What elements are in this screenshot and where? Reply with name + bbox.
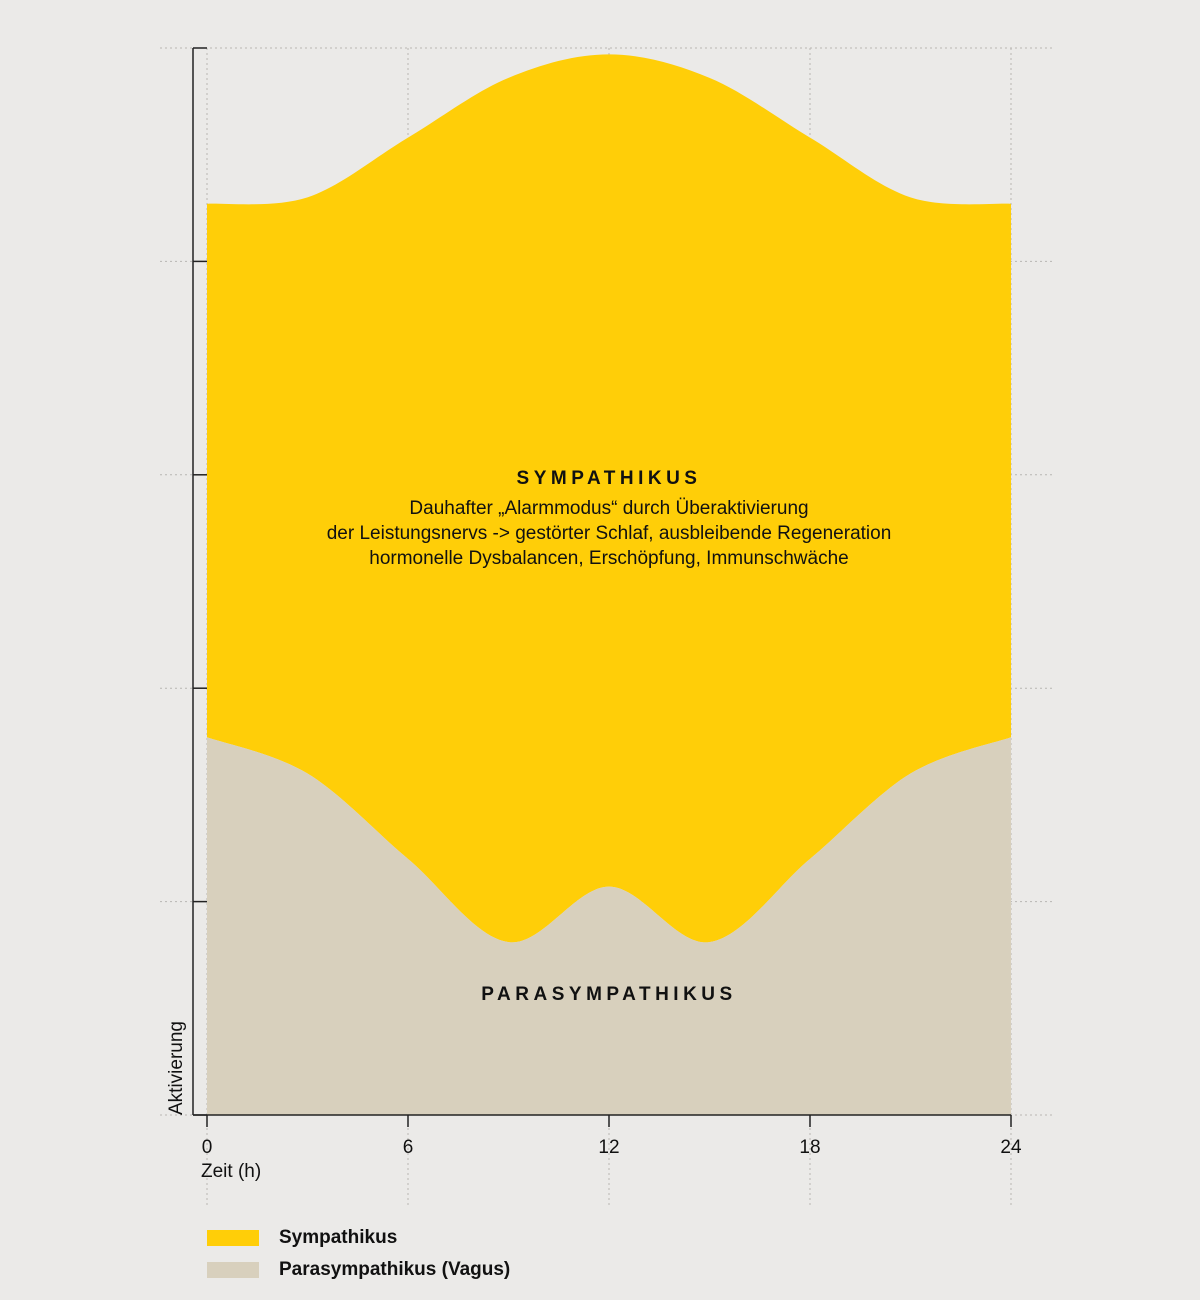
sympathikus-description-line-2: der Leistungsnervs -> gestörter Schlaf, ausbleibende Regeneration <box>326 523 892 544</box>
legend-item-sympathikus <box>207 1222 510 1254</box>
legend-label-sympathikus: Sympathikus <box>279 1227 398 1248</box>
y-axis-label: Aktivierung <box>166 1021 187 1115</box>
parasympathikus-title: PARASYMPATHIKUS <box>481 984 737 1005</box>
x-tick-label-1: 6 <box>402 1137 414 1158</box>
sympathikus-description-line-1: Dauhafter „Alarmmodus“ durch Überaktivierung <box>409 498 809 519</box>
x-tick-label-4: 24 <box>1000 1137 1022 1158</box>
legend-item-parasympathikus <box>207 1254 510 1286</box>
x-tick-label-0: 0 <box>201 1137 213 1158</box>
x-axis-label: Zeit (h) <box>201 1161 262 1182</box>
sympathikus-description-line-3: hormonelle Dysbalancen, Erschöpfung, Immunschwäche <box>369 548 849 569</box>
x-tick-labels <box>202 1137 1022 1158</box>
legend-swatch-sympathikus <box>207 1230 259 1246</box>
x-tick-label-3: 18 <box>799 1137 821 1158</box>
x-tick-label-2: 12 <box>598 1137 620 1158</box>
legend-label-parasympathikus: Parasympathikus (Vagus) <box>279 1259 511 1280</box>
legend <box>207 1222 510 1286</box>
sympathikus-title: SYMPATHIKUS <box>516 468 702 489</box>
legend-swatch-parasympathikus <box>207 1262 259 1278</box>
